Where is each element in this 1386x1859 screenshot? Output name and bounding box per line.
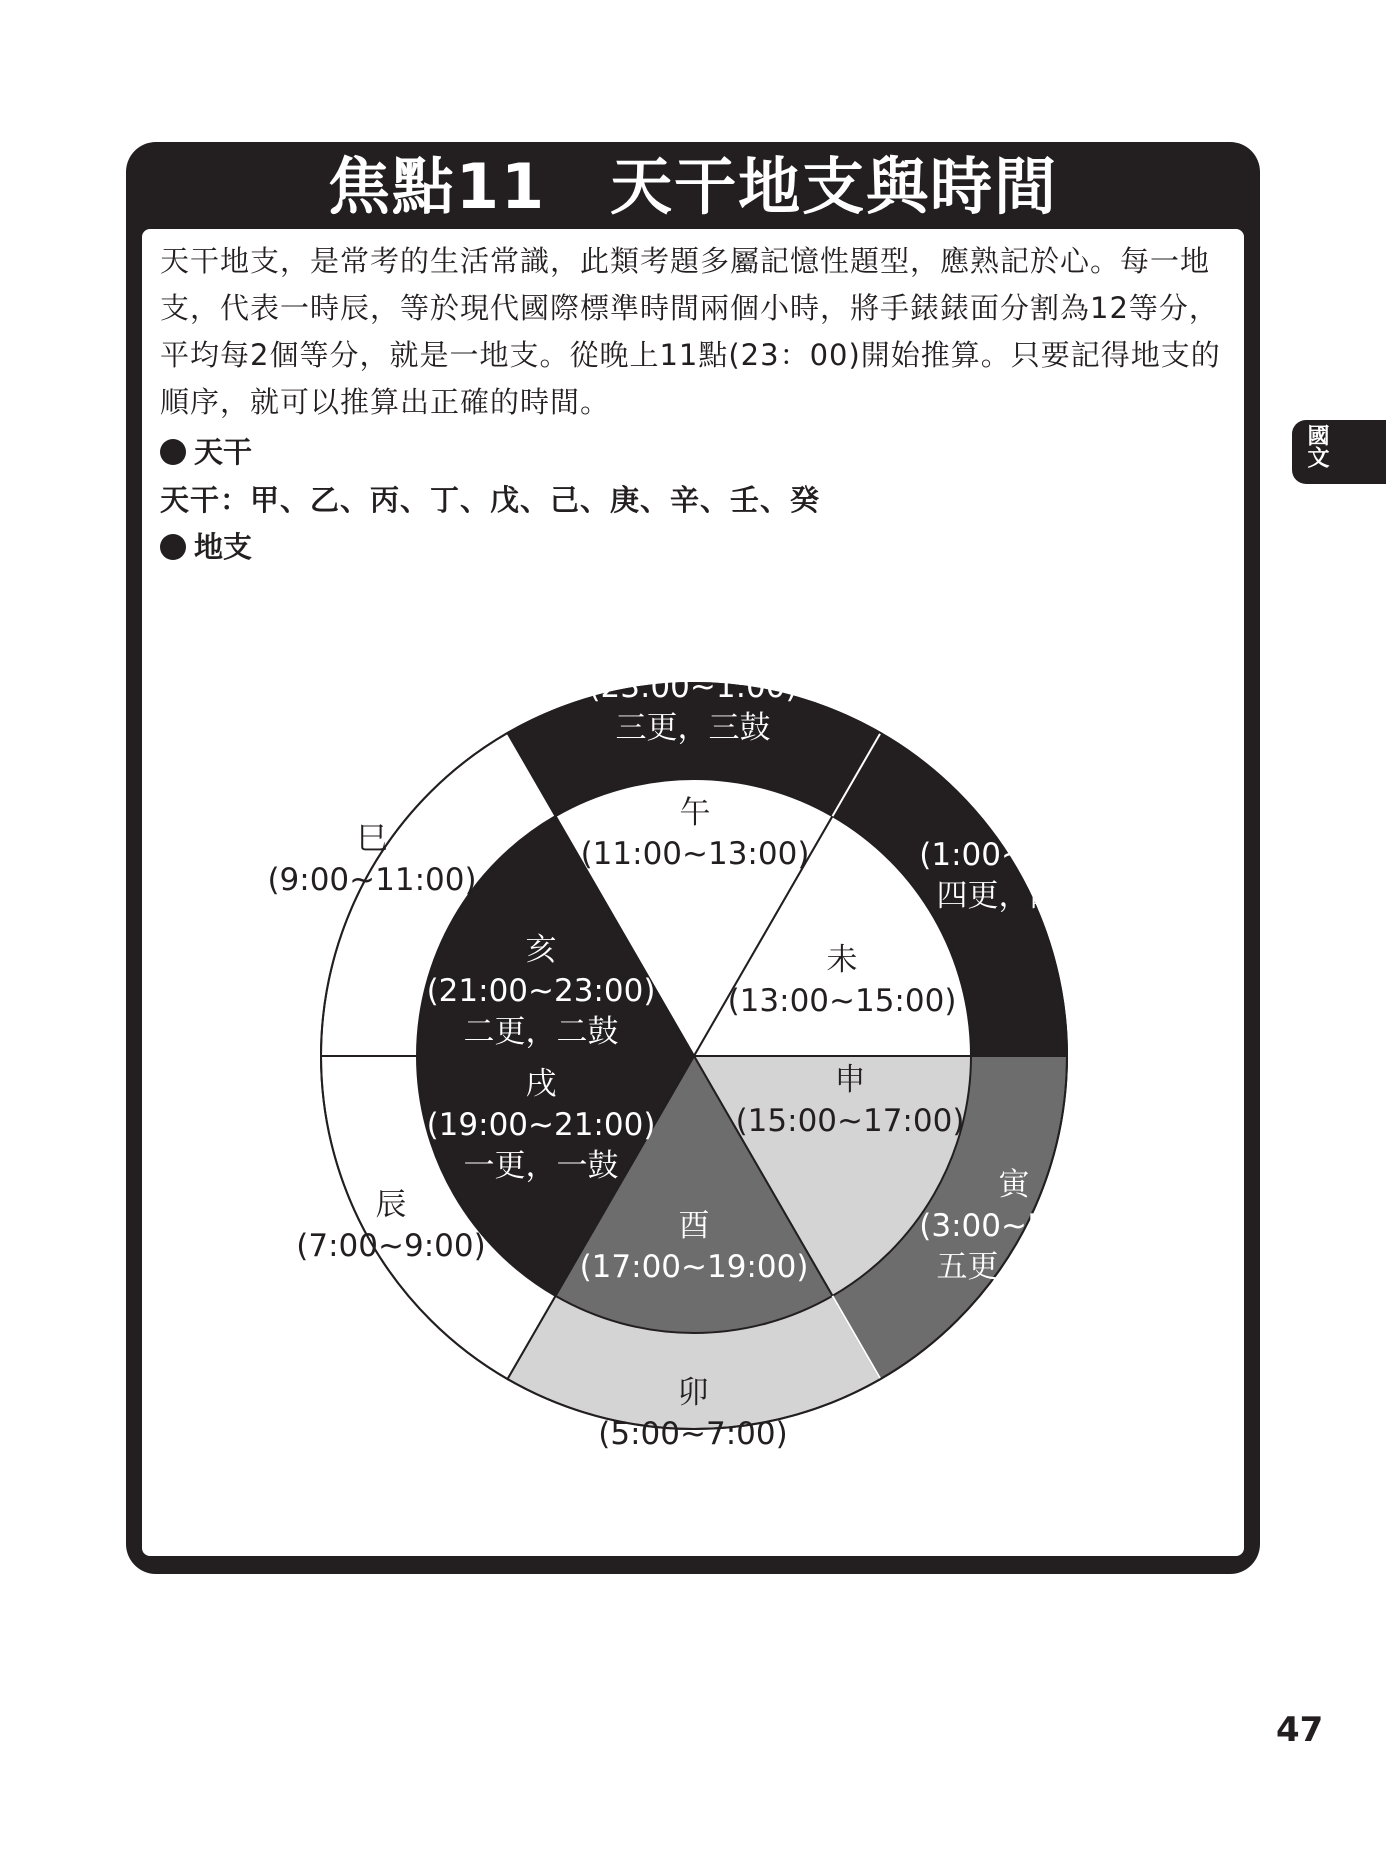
watch-label-yin: 五更，五鼓 <box>936 1249 1092 1285</box>
heavenly-stems-heading-label: 天干 <box>194 435 253 469</box>
time-label-yin: (3:00~5:00) <box>919 1208 1109 1244</box>
branch-label-yin: 寅 <box>998 1167 1030 1203</box>
branch-label-wei: 未 <box>826 942 858 978</box>
page-title: 焦點11 天干地支與時間 <box>327 150 1059 223</box>
branch-label-shen: 申 <box>834 1062 866 1098</box>
intro-paragraph: 天干地支，是常考的生活常識，此類考題多屬記憶性題型，應熟記於心。每一地支，代表一時辰，等於現代國際標準時間兩個小時，將手錶錶面分割為12等分，平均每2個等分，就是一地支。從晚上11點(23：00)開始推算。只要記得地支的順序，就可以推算出正確的時間。 <box>160 244 1221 419</box>
time-label-you: (17:00~19:00) <box>579 1249 809 1285</box>
time-label-chen: (7:00~9:00) <box>296 1228 486 1264</box>
watch-label-xu: 一更，一鼓 <box>463 1148 619 1184</box>
time-label-hai: (21:00~23:00) <box>426 973 656 1009</box>
branch-label-xu: 戌 <box>525 1066 557 1102</box>
time-label-wu: (11:00~13:00) <box>580 836 810 872</box>
heavenly-stems-list: 天干：甲、乙、丙、丁、戊、己、庚、辛、壬、癸 <box>160 483 821 517</box>
branch-label-hai: 亥 <box>525 932 557 968</box>
time-label-xu: (19:00~21:00) <box>426 1107 656 1143</box>
branch-label-si: 巳 <box>356 821 388 857</box>
time-label-wei: (13:00~15:00) <box>727 983 957 1019</box>
subject-side-tab-label: 國文 <box>1304 424 1329 468</box>
branch-label-chen: 辰 <box>375 1187 407 1223</box>
branch-label-you: 酉 <box>678 1208 710 1244</box>
branch-label-mao: 卯 <box>677 1375 709 1411</box>
branch-label-chou: 丑 <box>998 796 1030 832</box>
time-label-si: (9:00~11:00) <box>267 862 477 898</box>
earthly-branches-heading-label: 地支 <box>194 530 253 564</box>
time-label-zi: (23:00~1:00) <box>588 669 798 705</box>
time-label-chou: (1:00~3:00) <box>919 837 1109 873</box>
page-number: 47 <box>1276 1710 1324 1750</box>
time-label-shen: (15:00~17:00) <box>735 1103 965 1139</box>
watch-label-zi: 三更，三鼓 <box>615 710 771 746</box>
branch-label-zi: 子 <box>677 628 709 664</box>
watch-label-chou: 四更，四鼓 <box>936 878 1092 914</box>
branch-label-wu: 午 <box>679 795 711 831</box>
watch-label-hai: 二更，二鼓 <box>463 1014 619 1050</box>
time-label-mao: (5:00~7:00) <box>598 1416 788 1452</box>
